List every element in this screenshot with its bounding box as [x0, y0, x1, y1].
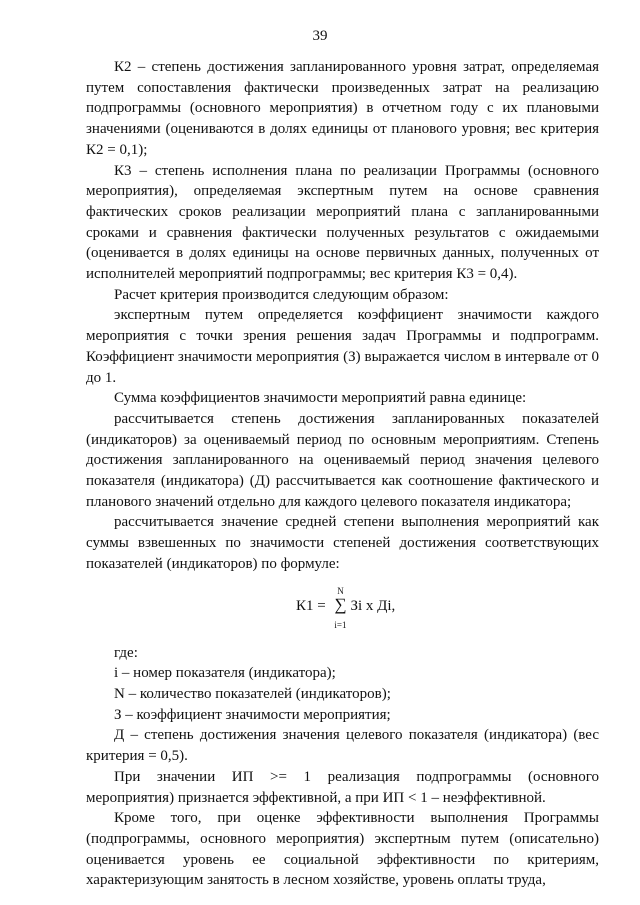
sum-lower-limit: i=1: [334, 619, 347, 630]
where-item-z: З – коэффициент значимости мероприятия;: [114, 706, 391, 723]
paragraph-effectiveness-threshold: При значении ИП >= 1 реализация подпрограммы (основного мероприятия) признается эффективной, а при ИП < 1 – неэффективной.: [86, 768, 599, 806]
where-item-n: N – количество показателей (индикаторов);: [114, 685, 391, 702]
sum-upper-limit: N: [337, 585, 344, 596]
page-number: 39: [312, 28, 328, 44]
paragraph-social-efficiency: Кроме того, при оценке эффективности выполнения Программы (подпрограммы, основного мероприятия) экспертным путем (описательно) оценивается уровень ее социальной эффективности по критериям, характеризующим занятость в лесном хозяйстве, уровень оплаты труда,: [86, 810, 599, 889]
paragraph-k3: К3 – степень исполнения плана по реализации Программы (основного мероприятия), определяемая экспертным путем на основе сравнения фактических сроков реализации мероприятий плана с запланированными сроками и сравнения фактически полученных результатов с ожидаемыми (оценивается в долях единицы на основе первичных данных, полученных от исполнителей мероприятий подпрограммы; вес критерия К3 = 0,4).: [86, 162, 599, 283]
paragraph-sum-of-coefficients: Сумма коэффициентов значимости мероприятий равна единице:: [114, 390, 527, 407]
paragraph-calculation-intro: Расчет критерия производится следующим образом:: [114, 286, 449, 303]
paragraph-target-achievement: рассчитывается степень достижения запланированных показателей (индикаторов) за оцениваемый период по основным мероприятиям. Степень достижения запланированного на оцениваемый период значения целевого показателя (индикатора) (Д) рассчитывается как соотношение фактического и планового значений отдельно для каждого целевого показателя индикатора;: [86, 410, 599, 510]
where-label: где:: [114, 644, 138, 661]
sum-sign: [332, 585, 348, 630]
formula-lhs: К1 =: [296, 597, 330, 614]
formula-rhs: Зi х Дi,: [350, 597, 396, 614]
formula-k1: [86, 581, 599, 637]
page-content: [86, 57, 599, 891]
paragraph-significance-coefficient: экспертным путем определяется коэффициент значимости каждого мероприятия с точки зрения решения задач Программы и подпрограмм. Коэффициент значимости мероприятия (З) выражается числом в интервале от 0 до 1.: [86, 307, 599, 386]
paragraph-k2: К2 – степень достижения запланированного уровня затрат, определяемая путем сопоставления фактически произведенных затрат на реализацию подпрограммы (основного мероприятия) в отчетном году с их плановыми значениями (оцениваются в долях единицы от планового уровня; вес критерия К2 = 0,1);: [86, 59, 599, 158]
where-item-i: i – номер показателя (индикатора);: [114, 665, 336, 682]
where-item-d: Д – степень достижения значения целевого показателя (индикатора) (вес критерия = 0,5).: [86, 727, 599, 765]
paragraph-average-degree: рассчитывается значение средней степени выполнения мероприятий как суммы взвешенных по значимости степеней достижения соответствующих показателей (индикаторов) по формуле:: [86, 514, 599, 572]
sum-symbol: ∑: [334, 594, 347, 614]
